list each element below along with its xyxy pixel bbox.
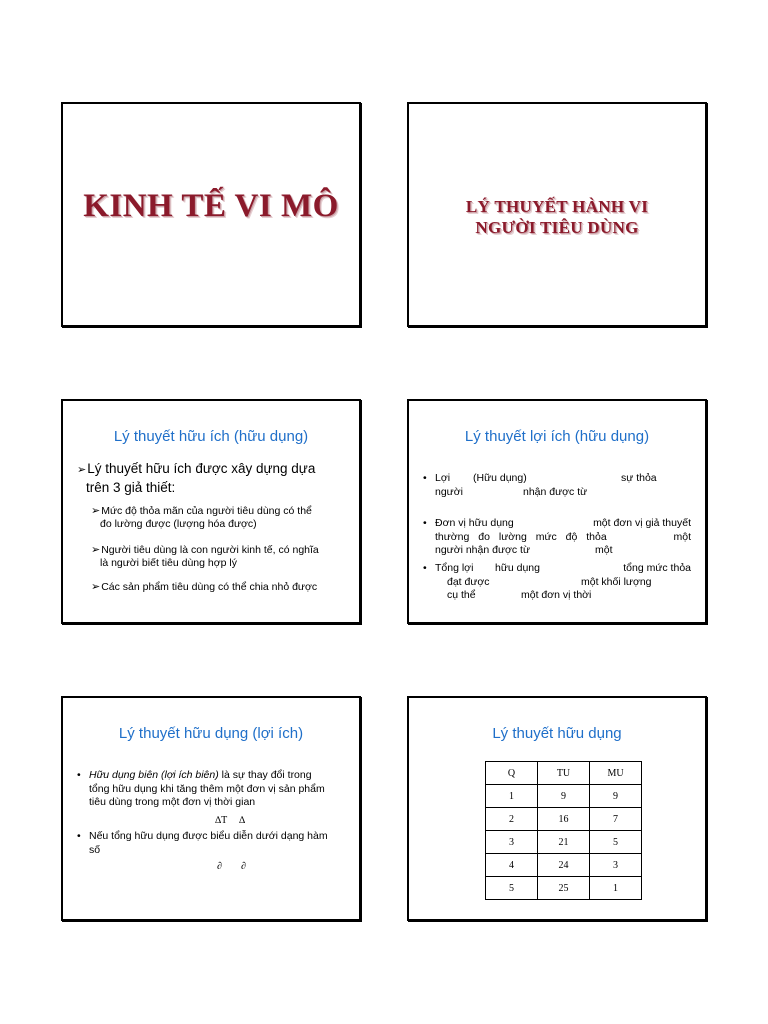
b3-word-6: cụ thể: [447, 589, 476, 601]
formula-delta: ∆: [239, 815, 246, 826]
slide-6: [407, 696, 707, 921]
slide-3-title: Lý thuyết hữu ích (hữu dụng): [113, 428, 309, 445]
b3-word-4: đạt được: [447, 575, 490, 588]
slide-3: [61, 399, 361, 624]
table-row: [486, 808, 642, 831]
bullet-dot-icon: •: [77, 830, 81, 842]
b2-line-2: thường đo lường mức độ thỏa: [435, 530, 607, 543]
slide-3-lead: [77, 460, 349, 496]
b1-word-2: (Hữu dụng): [473, 472, 527, 484]
b3-word-3: tổng mức thỏa: [623, 562, 691, 574]
table-row: [486, 785, 642, 808]
slide-5-bullet-2: [77, 830, 349, 857]
table-cell: 9: [538, 785, 590, 808]
slide-5: [61, 696, 361, 921]
slide-2-title: [409, 196, 705, 238]
lead-line-2: trên 3 giả thiết:: [86, 480, 176, 495]
table-row: [486, 854, 642, 877]
table-cell: 3: [486, 831, 538, 854]
slide-1-title: KINH TẾ VI MÔ: [83, 188, 339, 224]
b3-word-7: một đơn vị thời: [521, 589, 592, 601]
formula-partial-1: ∂: [217, 861, 222, 872]
table-cell: 7: [590, 808, 642, 831]
slide-3-sub-1: [91, 505, 347, 531]
table-cell: 1: [486, 785, 538, 808]
sub-2-line-1: Người tiêu dùng là con người kinh tế, có nghĩa: [101, 544, 319, 556]
bullet-dot-icon: •: [77, 769, 81, 781]
b2-line-2: số: [89, 843, 101, 856]
b2-line-1: Nếu tổng hữu dụng được biểu diễn dưới dạng hàm: [89, 830, 328, 842]
table-row: [486, 831, 642, 854]
formula-partial-2: ∂: [241, 861, 246, 872]
arrow-bullet-icon: ➢: [91, 581, 101, 593]
table-cell: 3: [590, 854, 642, 877]
slide-1: [61, 102, 361, 327]
marginal-utility-term: Hữu dụng biên (lợi ích biên): [89, 769, 219, 781]
sub-2-line-2: là người biết tiêu dùng hợp lý: [100, 557, 237, 569]
slide-5-title: Lý thuyết hữu dụng (lợi ích): [118, 725, 304, 742]
table-cell: 24: [538, 854, 590, 877]
sub-1-line-2: đo lường được (lượng hóa được): [100, 518, 257, 530]
sub-1-line-1: Mức độ thỏa mãn của người tiêu dùng có thể: [101, 505, 312, 517]
b3-word-5: một khối lượng: [581, 575, 652, 588]
formula-delta-t: ∆T: [215, 815, 228, 826]
table-cell: 2: [486, 808, 538, 831]
b2-line-2-end: một: [673, 530, 691, 543]
bullet-dot-icon: •: [423, 517, 427, 529]
slide-2-title-line-1: LÝ THUYẾT HÀNH VI: [465, 197, 649, 216]
slide-4-title: Lý thuyết lợi ích (hữu dụng): [464, 428, 650, 445]
b2-word-4: một: [595, 544, 613, 556]
table-header-cell: TU: [538, 762, 590, 785]
arrow-bullet-icon: ➢: [91, 505, 101, 517]
b1-word-5: nhận được từ: [523, 485, 588, 498]
utility-table: [485, 761, 642, 900]
table-cell: 16: [538, 808, 590, 831]
table-cell: 1: [590, 877, 642, 900]
bullet-dot-icon: •: [423, 562, 427, 574]
table-cell: 4: [486, 854, 538, 877]
b2-word-1: Đơn vị hữu dụng: [435, 517, 514, 529]
b1-line-2: tổng hữu dụng khi tăng thêm một đơn vị sản phẩm: [89, 782, 325, 795]
bullet-dot-icon: •: [423, 472, 427, 484]
slide-2: [407, 102, 707, 327]
slide-4-bullet-1: [423, 472, 691, 499]
table-header-cell: Q: [486, 762, 538, 785]
b1-word-4: người: [435, 485, 463, 498]
table-header-row: [486, 762, 642, 785]
table-cell: 9: [590, 785, 642, 808]
table-cell: 21: [538, 831, 590, 854]
slide-4-bullet-3: [423, 562, 691, 603]
slide-3-sub-2: [91, 544, 347, 570]
arrow-bullet-icon: ➢: [77, 464, 87, 476]
b3-word-1: Tổng lợi: [435, 562, 474, 574]
table-cell: 25: [538, 877, 590, 900]
b2-word-3: người nhận được từ: [435, 544, 530, 556]
slide-3-sub-3: [91, 581, 347, 594]
b1-word-1: Lợi: [435, 472, 451, 484]
slide-6-title: Lý thuyết hữu dụng: [492, 725, 622, 742]
slide-4-bullet-2: [423, 517, 691, 558]
b3-word-2: hữu dụng: [495, 562, 540, 574]
table-row: [486, 877, 642, 900]
table-header-cell: MU: [590, 762, 642, 785]
arrow-bullet-icon: ➢: [91, 544, 101, 556]
b1-word-3: sự thỏa: [621, 472, 657, 484]
sub-3-line-1: Các sản phẩm tiêu dùng có thể chia nhỏ được: [101, 581, 318, 593]
slide-4: [407, 399, 707, 624]
b1-line-1-rest: là sự thay đổi trong: [218, 769, 312, 781]
b1-line-3: tiêu dùng trong một đơn vị thời gian: [89, 796, 256, 808]
b2-word-2: một đơn vị giả thuyết: [593, 517, 691, 529]
table-cell: 5: [590, 831, 642, 854]
table-cell: 5: [486, 877, 538, 900]
slide-2-title-line-2: NGƯỜI TIÊU DÙNG: [475, 218, 639, 237]
slide-5-bullet-1: [77, 769, 349, 810]
lead-line-1: Lý thuyết hữu ích được xây dựng dựa: [87, 461, 316, 476]
